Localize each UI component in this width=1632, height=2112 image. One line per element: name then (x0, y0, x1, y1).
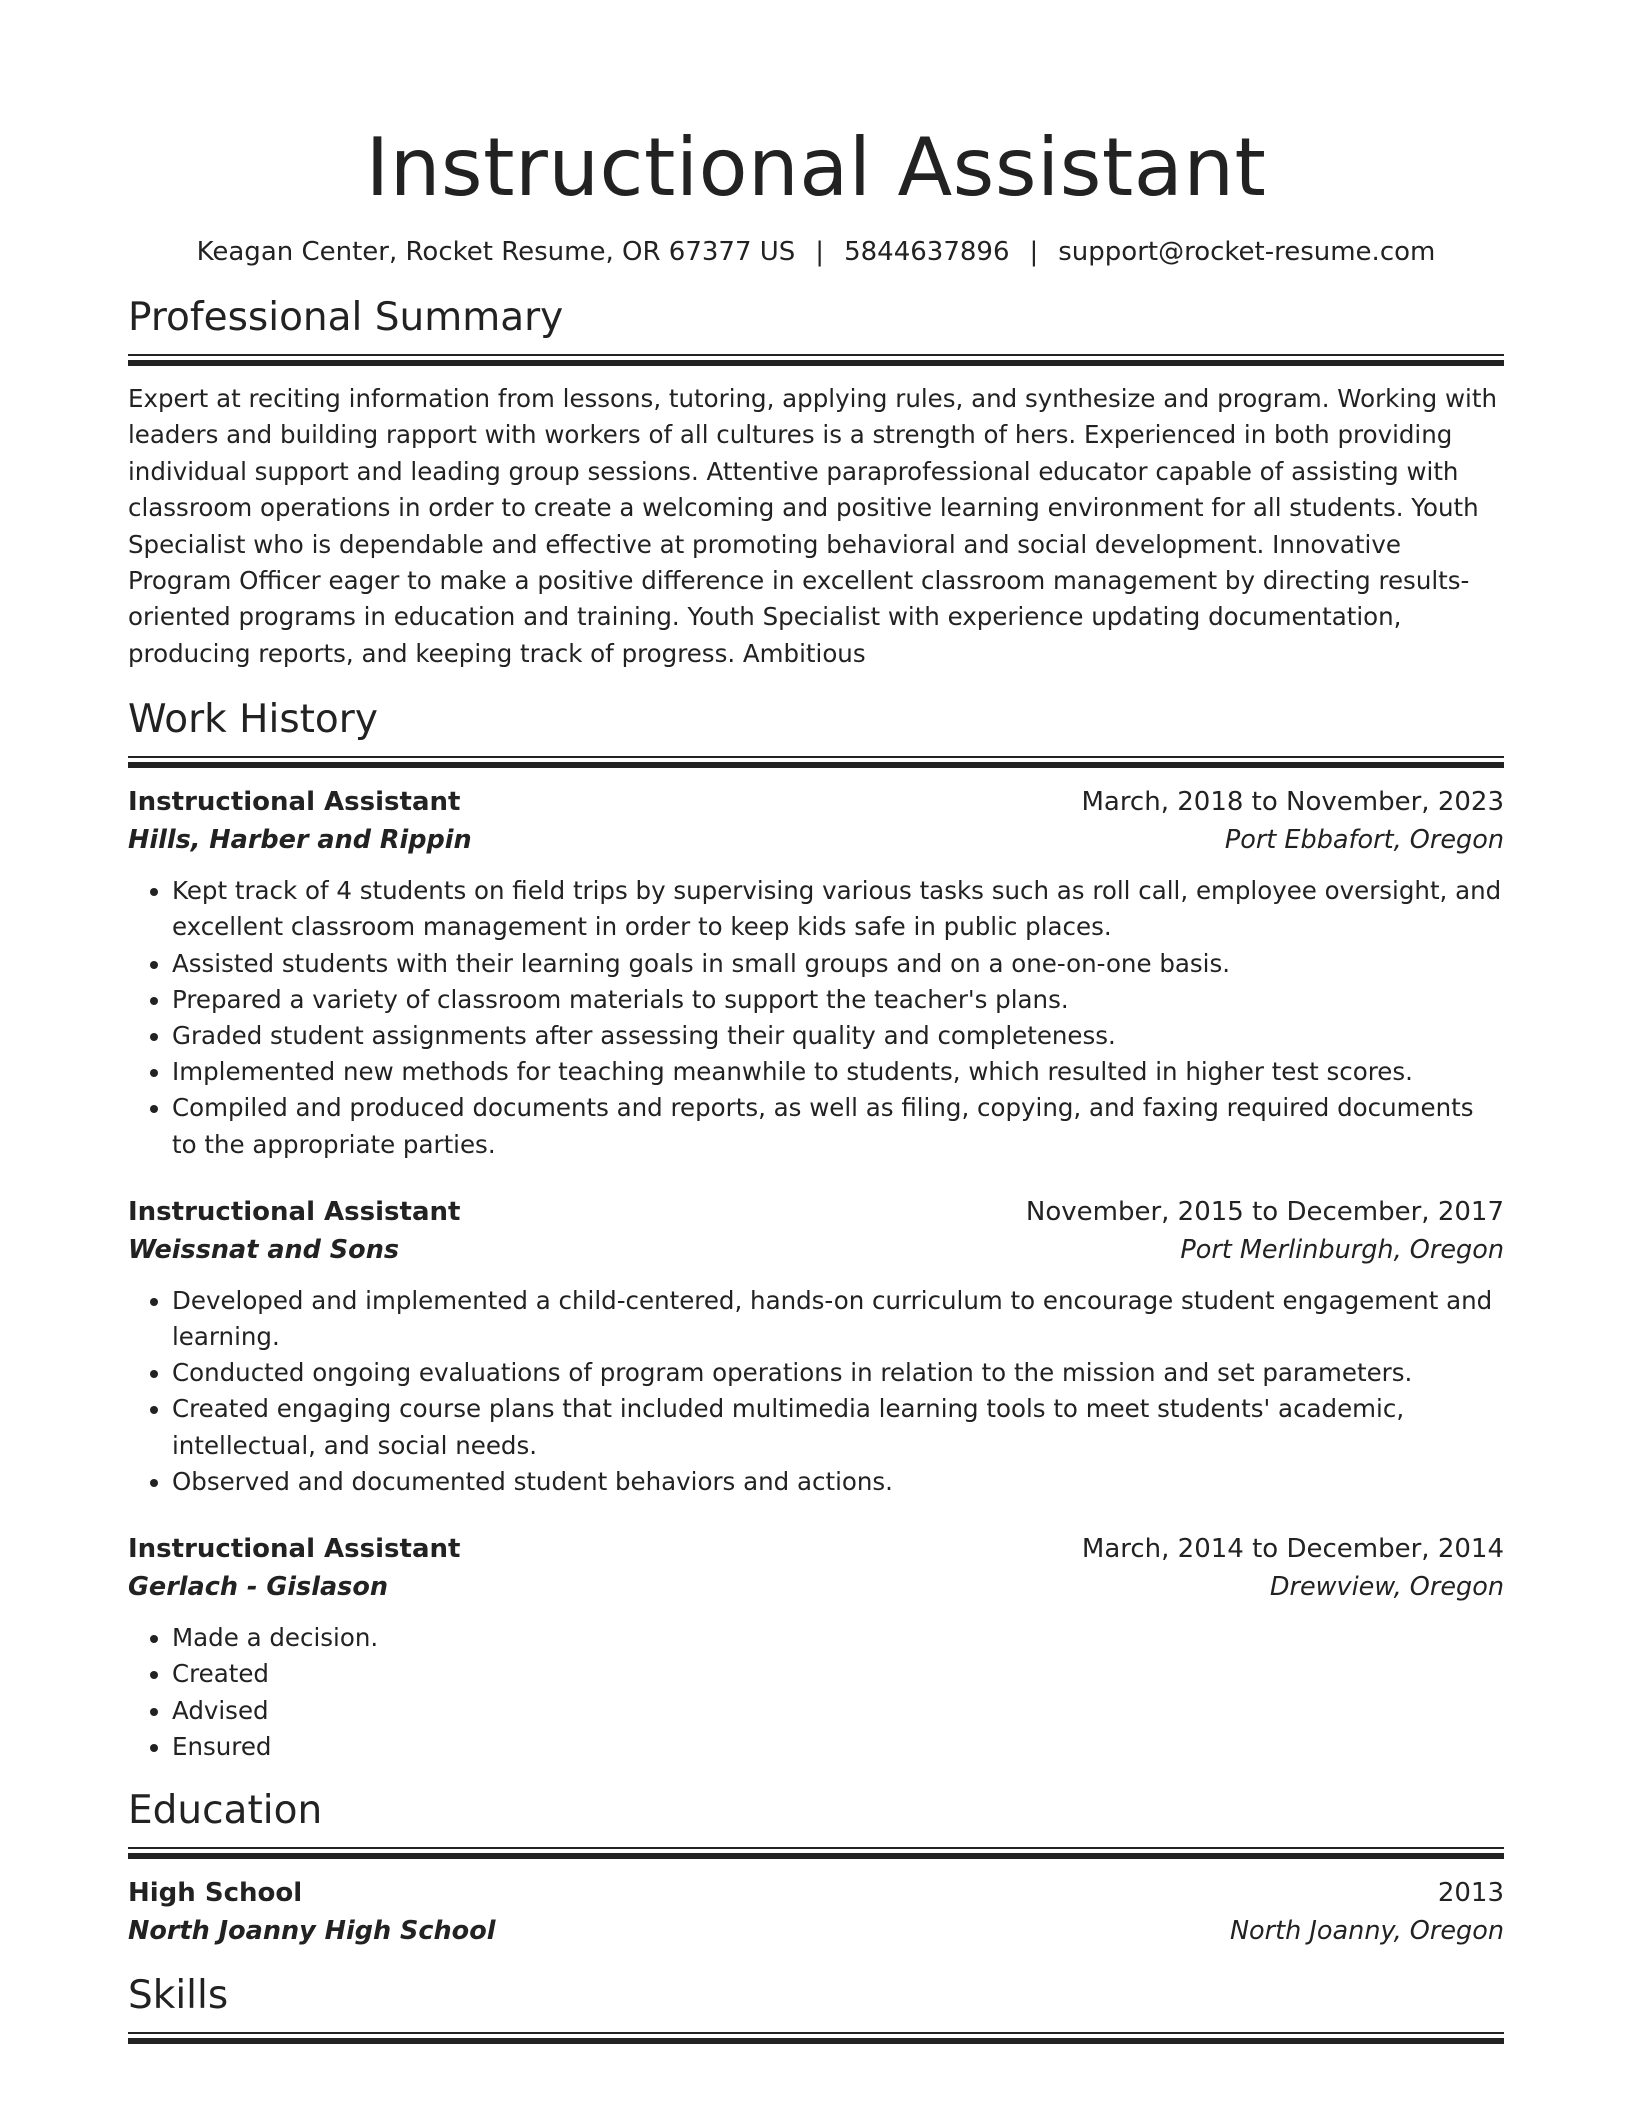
job-entry (128, 1530, 1504, 1765)
contact-separator: | (815, 237, 825, 267)
education-entry (128, 1874, 1504, 1950)
job-title: Instructional Assistant (128, 1196, 461, 1227)
education-location: North Joanny, Oregon (1229, 1915, 1504, 1946)
job-bullets (128, 1620, 1504, 1765)
job-location: Port Merlinburgh, Oregon (1180, 1234, 1504, 1265)
bullet-item: • Assisted students with their learning goals in small groups and on a one-on-one basis. (172, 946, 1504, 982)
contact-email: support@rocket-resume.com (1058, 237, 1436, 267)
job-company: Hills, Harber and Rippin (128, 825, 472, 856)
summary-text: Expert at reciting information from lessons, tutoring, applying rules, and synthesize and program. Working with leaders and building rapport with workers of all cultures is a strength of hers. Experienced in both providing individual support and leading group sessions. Attentive paraprofessional educator capable of assisting with classroom operations in order to create a welcoming and positive learning environment for all students. Youth Specialist who is dependable and effective at promoting behavioral and social development. Innovative Program Officer eager to make a positive difference in excellent classroom management by directing results-oriented programs in education and training. Youth Specialist with experience updating documentation, producing reports, and keeping track of progress. Ambitious (128, 384, 1497, 668)
job-location: Port Ebbafort, Oregon (1224, 825, 1504, 856)
bullet-item: • Implemented new methods for teaching meanwhile to students, which resulted in higher test scores. (172, 1054, 1504, 1090)
job-bullets (128, 1283, 1504, 1500)
section-divider (128, 354, 1504, 365)
bullet-item: • Kept track of 4 students on field trips by supervising various tasks such as roll call, employee oversight, and excellent classroom management in order to keep kids safe in public places. (172, 873, 1504, 945)
bullet-item: • Observed and documented student behaviors and actions. (172, 1464, 1504, 1500)
section-divider (128, 1847, 1504, 1858)
job-dates: March, 2018 to November, 2023 (1081, 787, 1504, 818)
education-section (128, 1787, 1504, 1950)
section-heading: Work History (128, 697, 378, 743)
bullet-item: • Made a decision. (172, 1620, 1504, 1656)
job-entry (128, 783, 1504, 1163)
bullet-item: • Graded student assignments after assessing their quality and completeness. (172, 1018, 1504, 1054)
section-heading: Education (128, 1787, 323, 1833)
contact-address: Keagan Center, Rocket Resume, OR 67377 US (196, 237, 796, 267)
job-entry (128, 1193, 1504, 1500)
bullet-item: • Created (172, 1656, 1504, 1692)
bullet-item: • Prepared a variety of classroom materials to support the teacher's plans. (172, 982, 1504, 1018)
skills-section (128, 1972, 1504, 2043)
job-dates: November, 2015 to December, 2017 (1025, 1196, 1504, 1227)
resume-name: Instructional Assistant (365, 121, 1267, 214)
bullet-item: • Advised (172, 1693, 1504, 1729)
job-company: Weissnat and Sons (128, 1234, 400, 1265)
job-company: Gerlach - Gislason (128, 1572, 389, 1603)
job-title: Instructional Assistant (128, 787, 461, 818)
contact-separator: | (1029, 237, 1039, 267)
job-title: Instructional Assistant (128, 1534, 461, 1565)
bullet-item: • Developed and implemented a child-centered, hands-on curriculum to encourage student engagement and learning. (172, 1283, 1504, 1355)
work-history-section (128, 696, 1504, 1765)
section-divider (128, 756, 1504, 767)
bullet-item: • Created engaging course plans that included multimedia learning tools to meet students' academic, intellectual, and social needs. (172, 1391, 1504, 1463)
bullet-item: • Ensured (172, 1729, 1504, 1765)
contact-phone: 5844637896 (844, 237, 1010, 267)
education-year: 2013 (1437, 1877, 1504, 1908)
education-degree: High School (128, 1877, 303, 1908)
contact-line (128, 236, 1504, 268)
job-dates: March, 2014 to December, 2014 (1081, 1534, 1504, 1565)
section-divider (128, 2032, 1504, 2043)
section-heading: Skills (128, 1972, 229, 2018)
bullet-item: • Compiled and produced documents and reports, as well as filing, copying, and faxing required documents to the appropriate parties. (172, 1090, 1504, 1162)
summary-section (128, 294, 1504, 672)
job-bullets (128, 873, 1504, 1163)
job-location: Drewview, Oregon (1269, 1572, 1504, 1603)
education-school: North Joanny High School (128, 1915, 496, 1946)
bullet-item: • Conducted ongoing evaluations of program operations in relation to the mission and set parameters. (172, 1355, 1504, 1391)
section-heading: Professional Summary (128, 295, 564, 340)
